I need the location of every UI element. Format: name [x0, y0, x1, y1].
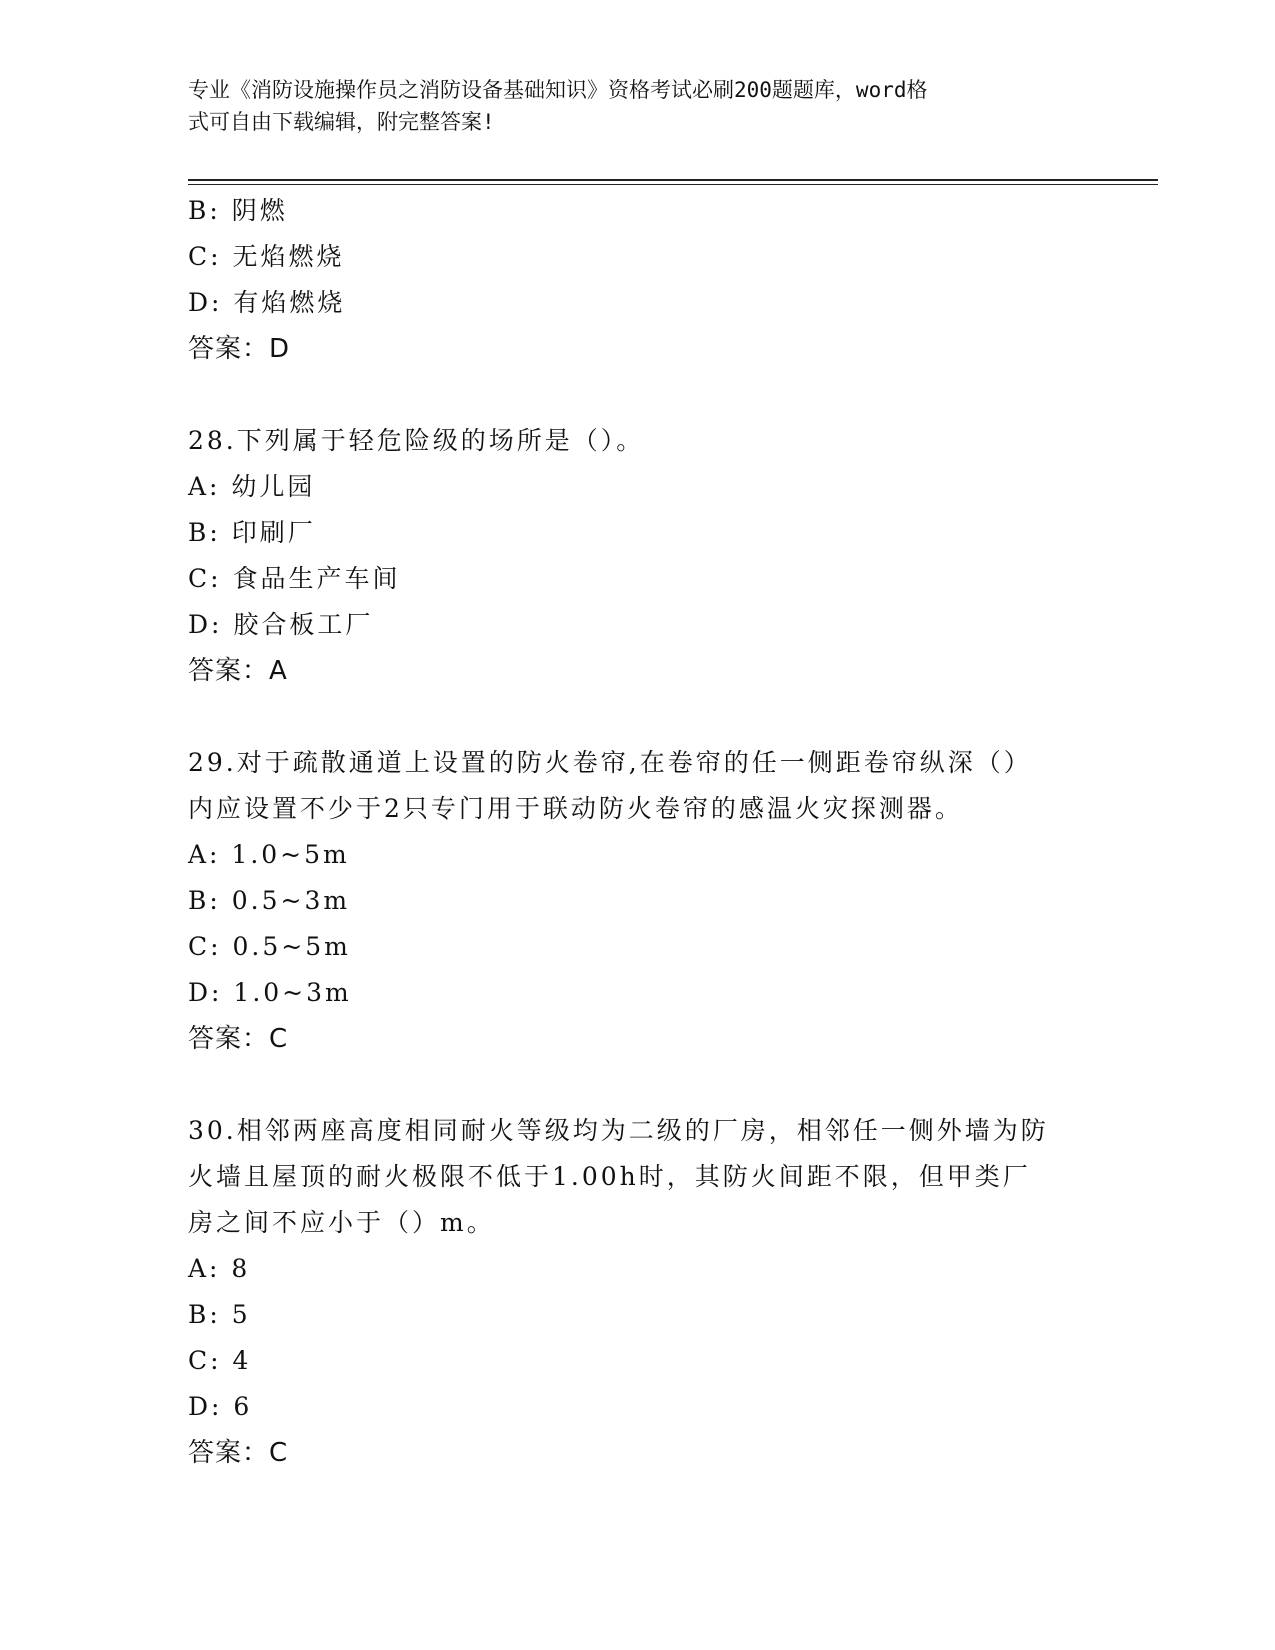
option-b: B: 阴燃 [188, 196, 288, 225]
header-line-2: 式可自由下载编辑，附完整答案! [188, 110, 495, 134]
option-c: C: 食品生产车间 [188, 564, 401, 593]
question-stem-line: 28.下列属于轻危险级的场所是（）。 [188, 426, 645, 455]
option-c: C: 4 [188, 1346, 252, 1375]
question-28 [188, 418, 1088, 694]
question-list [188, 188, 1088, 1476]
option-d: D: 6 [188, 1392, 253, 1421]
question-30 [188, 1108, 1088, 1476]
option-b: B: 5 [188, 1300, 251, 1329]
option-a: A: 幼儿园 [188, 472, 316, 501]
question-stem-line: 30.相邻两座高度相同耐火等级均为二级的厂房，相邻任一侧外墙为防 [188, 1116, 1049, 1145]
question-stem-line: 29.对于疏散通道上设置的防火卷帘,在卷帘的任一侧距卷帘纵深（） [188, 748, 1032, 777]
spacer [188, 372, 1088, 418]
header-divider-thin [188, 184, 1158, 185]
question-29 [188, 740, 1088, 1062]
option-a: A: 1.0~5m [188, 840, 350, 869]
document-header [188, 74, 1088, 138]
spacer [188, 694, 1088, 740]
answer-line: 答案：D [188, 334, 291, 364]
header-line-1: 专业《消防设施操作员之消防设备基础知识》资格考试必刷200题题库，word格 [188, 78, 928, 102]
option-b: B: 印刷厂 [188, 518, 316, 547]
answer-line: 答案：C [188, 1438, 289, 1468]
spacer [188, 1062, 1088, 1108]
option-c: C: 无焰燃烧 [188, 242, 345, 271]
question-stem-line: 火墙且屋顶的耐火极限不低于1.00h时，其防火间距不限，但甲类厂 [188, 1162, 1031, 1191]
option-b: B: 0.5~3m [188, 886, 351, 915]
option-d: D: 胶合板工厂 [188, 610, 374, 639]
answer-line: 答案：A [188, 656, 288, 686]
question-stem-line: 内应设置不少于2只专门用于联动防火卷帘的感温火灾探测器。 [188, 794, 963, 823]
option-d: D: 有焰燃烧 [188, 288, 346, 317]
header-divider-thick [188, 179, 1158, 181]
option-d: D: 1.0~3m [188, 978, 352, 1007]
option-c: C: 0.5~5m [188, 932, 351, 961]
answer-line: 答案：C [188, 1024, 289, 1054]
question-27-partial [188, 188, 1088, 372]
question-stem-line: 房之间不应小于（）m。 [188, 1208, 495, 1237]
option-a: A: 8 [188, 1254, 251, 1283]
